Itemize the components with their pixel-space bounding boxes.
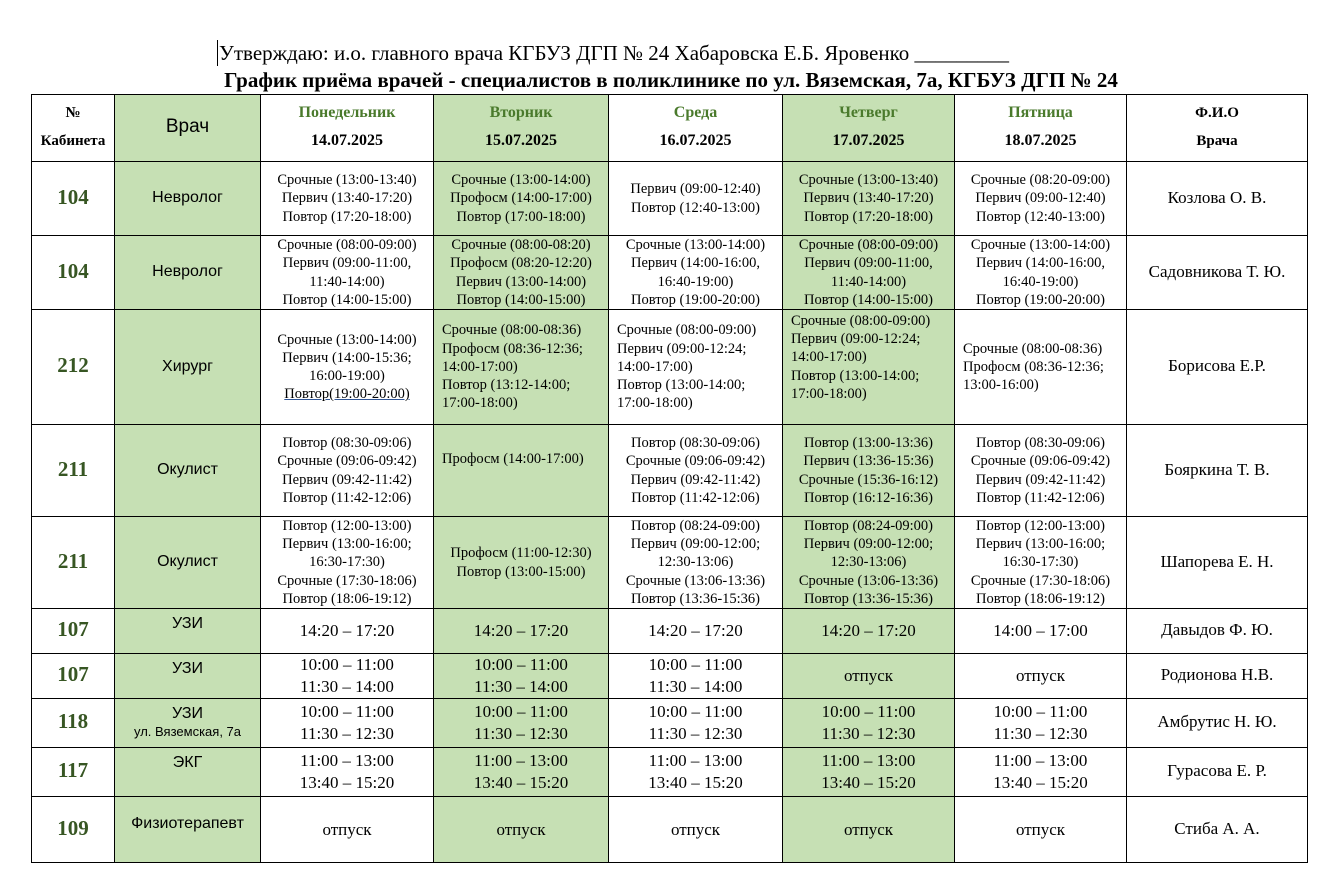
schedule-line: Срочные (09:06-09:42) [970,453,1111,470]
schedule-line: 17:00-18:00) [791,385,867,402]
room-number: 117 [57,758,89,783]
schedule-line: Срочные (17:30-18:06) [277,572,417,589]
specialty-cell [115,748,261,797]
schedule-cell [783,748,955,797]
schedule-line: 11:30 – 12:30 [474,724,568,744]
schedule-cell [434,609,609,654]
schedule-table [31,94,1308,863]
doctor-name: Шапорева Е. Н. [1160,551,1274,571]
room-number: 107 [57,662,89,687]
specialty-cell [115,517,261,609]
schedule-line: 17:00-18:00) [442,395,518,412]
day-date: 18.07.2025 [1004,132,1077,149]
schedule-cell [783,162,955,236]
room-number: 107 [57,617,89,642]
schedule-line: Срочные (13:00-13:40) [277,172,417,189]
room-cell [32,609,115,654]
header-day-3 [783,95,955,162]
schedule-line: 14:00-17:00) [442,358,518,375]
schedule-cell [609,236,783,310]
schedule-line: 14:20 – 17:20 [648,621,743,641]
room-number: 118 [57,709,89,734]
schedule-line: Первич (14:00-15:36; [282,349,412,366]
doctor-cell [1127,797,1308,863]
schedule-line: Срочные (08:00-08:36) [963,340,1103,357]
specialty-cell [115,609,261,654]
schedule-line: 12:30-13:06) [830,554,907,571]
schedule-line: отпуск [1015,666,1066,686]
doctor-name: Амбрутис Н. Ю. [1157,712,1277,732]
header-doctor-label: Врач [165,116,210,138]
room-number: 211 [57,548,89,573]
schedule-line: Профосм (08:20-12:20) [450,255,592,272]
schedule-cell [434,310,609,425]
approval-line: Утверждаю: и.о. главного врача КГБУЗ ДГП № 24 Хабаровска Е.Б. Яровенко _________ [219,41,1009,65]
schedule-line: Первич (09:00-12:40) [975,190,1106,207]
specialty-cell [115,425,261,517]
schedule-line: Первич (09:00-12:24; [791,331,921,348]
schedule-line: Срочные (09:06-09:42) [625,453,766,470]
schedule-line: Повтор (18:06-19:12) [282,590,412,607]
specialty-name: Хирург [162,357,213,375]
doctor-name: Садовникова Т. Ю. [1148,261,1286,281]
schedule-line: Срочные (08:00-08:36) [442,322,582,339]
header-day-0 [261,95,434,162]
day-date: 15.07.2025 [485,132,557,149]
schedule-line: 10:00 – 11:00 [474,655,568,675]
schedule-line: Первич (09:00-12:00; [630,536,761,553]
schedule-line: 11:30 – 14:00 [648,677,743,697]
schedule-line: Срочные (08:00-08:20) [451,237,591,254]
schedule-cell [955,310,1127,425]
doctor-cell [1127,425,1308,517]
day-date: 14.07.2025 [311,132,383,149]
table-row [32,699,1308,748]
room-number: 104 [57,258,89,283]
schedule-line: Повтор (08:30-09:06) [282,435,412,452]
doctor-cell [1127,609,1308,654]
schedule-line: Повтор (18:06-19:12) [975,590,1106,607]
room-cell [32,517,115,609]
schedule-line: отпуск [670,819,721,839]
day-name: Среда [673,103,718,121]
doctor-cell [1127,748,1308,797]
schedule-line: 13:40 – 15:20 [299,773,395,793]
schedule-cell [783,609,955,654]
schedule-line: Повтор (13:00-13:36) [803,435,934,452]
header-cabinet-label: Кабинета [40,133,106,149]
schedule-cell [955,162,1127,236]
schedule-cell [434,699,609,748]
schedule-cell [783,310,955,425]
doctor-name: Гурасова Е. Р. [1167,761,1267,781]
doctor-cell [1127,236,1308,310]
schedule-line: Срочные (15:36-16:12) [798,471,939,488]
schedule-cell [609,310,783,425]
doctor-name: Стиба А. А. [1174,818,1260,838]
schedule-cell [261,517,434,609]
specialty-name: УЗИ [172,660,203,678]
schedule-line: Первич (13:36-15:36) [803,453,934,470]
schedule-cell [609,654,783,699]
schedule-cell [783,425,955,517]
specialty-cell [115,162,261,236]
schedule-line: 11:30 – 12:30 [300,724,394,744]
schedule-line: 11:30 – 14:00 [474,677,568,697]
schedule-line: 11:00 – 13:00 [474,751,568,771]
schedule-cell [609,748,783,797]
schedule-cell [955,517,1127,609]
table-row [32,425,1308,517]
schedule-line: 14:00-17:00) [617,358,693,375]
schedule-line: 11:40-14:00) [309,273,385,290]
specialty-name: ЭКГ [172,754,203,772]
schedule-line: Повтор (13:00-14:00; [617,377,746,394]
header-fio-label: Ф.И.О [1195,104,1239,121]
specialty-name: УЗИ [172,615,203,633]
schedule-line: 10:00 – 11:00 [474,702,568,722]
schedule-cell [261,748,434,797]
schedule-cell [955,699,1127,748]
schedule-line: 14:00-17:00) [791,349,867,366]
schedule-line: Первич (09:42-11:42) [282,471,412,488]
schedule-cell [434,425,609,517]
schedule-cell [609,425,783,517]
schedule-line: Срочные (08:00-09:00) [617,322,757,339]
table-row [32,797,1308,863]
schedule-cell [434,797,609,863]
specialty-cell [115,797,261,863]
schedule-cell [955,425,1127,517]
schedule-cell [261,162,434,236]
schedule-line: 16:40-19:00) [657,273,734,290]
specialty-cell [115,236,261,310]
schedule-line: Срочные (08:00-09:00) [798,237,939,254]
schedule-line: Повтор (11:42-12:06) [631,489,760,506]
schedule-line: 13:40 – 15:20 [473,773,569,793]
specialty-name: Невролог [152,189,223,207]
table-row [32,748,1308,797]
doctor-name: Родионова Н.В. [1160,665,1274,685]
schedule-line: 11:40-14:00) [830,273,907,290]
schedule-line: 11:30 – 12:30 [821,724,916,744]
schedule-line: Повтор (14:00-15:00) [803,291,934,308]
schedule-line: Первич (09:00-11:00, [804,255,933,272]
header-room-number [32,95,115,162]
schedule-line: Профосм (14:00-17:00) [442,451,584,467]
schedule-line: 16:30-17:30) [309,554,385,571]
schedule-line: Первич (09:42-11:42) [975,471,1106,488]
schedule-line: Повтор (14:00-15:00) [282,291,412,308]
table-row [32,654,1308,699]
schedule-line: отпуск [843,666,894,686]
schedule-cell [434,748,609,797]
schedule-line: Срочные (09:06-09:42) [277,453,417,470]
day-name: Четверг [839,103,898,121]
specialty-cell [115,699,261,748]
schedule-line: Повтор (17:20-18:00) [282,208,412,225]
doctor-cell [1127,310,1308,425]
schedule-cell [783,797,955,863]
header-day-4 [955,95,1127,162]
schedule-line: Повтор (13:36-15:36) [803,590,934,607]
room-cell [32,748,115,797]
schedule-line: 14:20 – 17:20 [473,621,569,641]
schedule-line: 14:00 – 17:00 [993,621,1088,641]
schedule-line: 10:00 – 11:00 [648,655,743,675]
schedule-line: Повтор (12:40-13:00) [630,199,761,216]
schedule-cell [434,162,609,236]
table-row [32,310,1308,425]
day-name: Пятница [1008,103,1073,121]
schedule-line: Первич (09:42-11:42) [630,471,761,488]
schedule-line: 13:40 – 15:20 [993,773,1088,793]
schedule-line: Повтор (19:00-20:00) [630,291,761,308]
schedule-line: Срочные (08:20-09:00) [970,172,1111,189]
doctor-cell [1127,517,1308,609]
table-row [32,517,1308,609]
schedule-cell [261,310,434,425]
schedule-line: Повтор (08:30-09:06) [975,435,1106,452]
schedule-line: Первич (13:00-16:00; [282,536,412,553]
schedule-cell [434,236,609,310]
schedule-line: 11:30 – 12:30 [993,724,1088,744]
schedule-cell [955,609,1127,654]
schedule-cell [609,699,783,748]
room-cell [32,797,115,863]
schedule-line: Повтор(19:00-20:00) [284,386,410,403]
schedule-line: 11:00 – 13:00 [993,751,1088,771]
doctor-name: Козлова О. В. [1167,187,1267,207]
schedule-cell [783,236,955,310]
schedule-line: Профосм (08:36-12:36; [442,340,583,357]
day-date: 16.07.2025 [659,132,732,149]
schedule-cell [261,699,434,748]
room-cell [32,654,115,699]
day-date: 17.07.2025 [832,132,905,149]
schedule-cell [783,517,955,609]
schedule-line: Первич (09:00-12:00; [803,536,934,553]
doctor-cell [1127,162,1308,236]
schedule-line: 11:00 – 13:00 [821,751,916,771]
schedule-line: Срочные (08:00-09:00) [277,237,417,254]
schedule-line: 10:00 – 11:00 [300,702,394,722]
schedule-cell [955,236,1127,310]
schedule-line: Повтор (12:00-13:00) [975,518,1106,534]
room-cell [32,236,115,310]
schedule-line: 14:20 – 17:20 [821,621,916,641]
header-day-1 [434,95,609,162]
schedule-line: Срочные (13:00-13:40) [798,172,939,189]
table-row [32,162,1308,236]
schedule-cell [609,517,783,609]
schedule-line: Первич (13:40-17:20) [803,190,934,207]
header-row [32,95,1308,162]
specialty-cell [115,654,261,699]
schedule-line: 10:00 – 11:00 [300,655,394,675]
day-name: Вторник [489,103,553,121]
schedule-line: 11:00 – 13:00 [648,751,743,771]
schedule-line: Первич (13:40-17:20) [281,190,413,207]
room-cell [32,699,115,748]
schedule-cell [955,797,1127,863]
header-fio [1127,95,1308,162]
schedule-cell [955,748,1127,797]
table-row [32,609,1308,654]
schedule-line: отпуск [322,819,372,839]
schedule-line: Срочные (13:06-13:36) [798,572,939,589]
room-number: 211 [57,456,89,481]
header-fio-sublabel: Врача [1196,133,1238,149]
schedule-line: Повтор (13:00-15:00) [456,563,586,580]
schedule-line: Повтор (12:00-13:00) [282,518,412,534]
schedule-cell [783,654,955,699]
schedule-line: Первич (13:00-16:00; [975,536,1106,553]
specialty-name: Окулист [157,461,218,479]
schedule-line: 13:40 – 15:20 [648,773,743,793]
schedule-line: Повтор (17:00-18:00) [456,208,586,225]
room-cell [32,425,115,517]
doctor-name: Давыдов Ф. Ю. [1161,620,1273,640]
schedule-line: 11:30 – 12:30 [648,724,743,744]
page-title: График приёма врачей - специалистов в поликлинике по ул. Вяземская, 7а, КГБУЗ ДГП № 24 [224,68,1118,92]
specialty-cell [115,310,261,425]
schedule-line: Первич (13:00-14:00) [455,273,587,290]
schedule-cell [261,609,434,654]
schedule-cell [609,797,783,863]
room-cell [32,162,115,236]
schedule-line: 17:00-18:00) [617,395,693,412]
schedule-line: Повтор (08:24-09:00) [630,518,761,534]
specialty-name: Физиотерапевт [131,815,244,833]
schedule-line: 12:30-13:06) [657,554,734,571]
schedule-line: Повтор (12:40-13:00) [975,208,1106,225]
schedule-cell [955,654,1127,699]
schedule-line: 10:00 – 11:00 [821,702,916,722]
schedule-line: Повтор (11:42-12:06) [976,489,1105,506]
schedule-line: отпуск [1015,819,1066,839]
specialty-name: Окулист [157,553,218,571]
schedule-line: Повтор (08:24-09:00) [803,518,934,534]
doctor-cell [1127,654,1308,699]
schedule-line: Срочные (13:00-14:00) [970,237,1111,254]
schedule-line: отпуск [843,819,894,839]
schedule-line: Срочные (13:00-14:00) [277,331,417,348]
schedule-line: Срочные (13:00-14:00) [625,237,766,254]
schedule-line: 13:00-16:00) [963,377,1039,394]
schedule-line: 11:30 – 14:00 [300,677,394,697]
schedule-line: 13:40 – 15:20 [821,773,916,793]
schedule-line: Профосм (14:00-17:00) [450,190,592,207]
schedule-line: Повтор (08:30-09:06) [630,435,761,452]
schedule-line: Повтор (17:20-18:00) [803,208,934,225]
specialty-address: ул. Вяземская, 7а [134,724,241,740]
schedule-line: Повтор (13:36-15:36) [630,590,761,607]
schedule-cell [609,609,783,654]
schedule-line: Повтор (13:12-14:00; [442,377,571,394]
schedule-cell [261,425,434,517]
schedule-line: 11:00 – 13:00 [300,751,394,771]
schedule-line: Повтор (19:00-20:00) [975,291,1106,308]
schedule-line: 14:20 – 17:20 [299,621,395,641]
doctor-cell [1127,699,1308,748]
schedule-line: отпуск [496,819,546,839]
schedule-cell [261,797,434,863]
specialty-name: Невролог [152,263,223,281]
schedule-line: Срочные (08:00-09:00) [791,313,931,329]
schedule-cell [434,517,609,609]
room-number: 109 [57,815,89,840]
schedule-line: Повтор (16:12-16:36) [803,489,934,506]
schedule-line: 10:00 – 11:00 [648,702,743,722]
schedule-line: Профосм (11:00-12:30) [450,545,592,562]
schedule-line: Первич (09:00-11:00, [282,255,412,272]
room-number: 212 [57,353,89,378]
schedule-cell [434,654,609,699]
doctor-name: Борисова Е.Р. [1168,356,1266,376]
schedule-line: 16:00-19:00) [309,368,385,384]
schedule-line: Срочные (13:00-14:00) [451,172,591,189]
doctor-name: Бояркина Т. В. [1164,459,1270,479]
table-row [32,236,1308,310]
schedule-cell [609,162,783,236]
schedule-line: Повтор (14:00-15:00) [456,291,586,308]
schedule-line: Первич (14:00-16:00, [975,255,1106,272]
schedule-line: Первич (09:00-12:24; [617,340,747,357]
header-doctor [115,95,261,162]
schedule-line: Срочные (13:06-13:36) [625,572,766,589]
schedule-line: Срочные (17:30-18:06) [970,572,1111,589]
schedule-line: 16:30-17:30) [1002,554,1079,571]
schedule-line: Профосм (08:36-12:36; [963,358,1104,375]
schedule-line: Повтор (13:00-14:00; [791,367,920,384]
schedule-line: Повтор (11:42-12:06) [282,489,412,506]
specialty-name: УЗИ [172,704,203,722]
schedule-line: Первич (14:00-16:00, [630,255,761,272]
schedule-line: 16:40-19:00) [1002,273,1079,290]
schedule-line: Первич (09:00-12:40) [630,181,761,198]
header-num-symbol: № [65,104,81,121]
header-day-2 [609,95,783,162]
schedule-cell [261,236,434,310]
room-cell [32,310,115,425]
schedule-cell [261,654,434,699]
schedule-line: 10:00 – 11:00 [993,702,1088,722]
day-name: Понедельник [298,103,396,121]
room-number: 104 [57,184,89,209]
schedule-cell [783,699,955,748]
